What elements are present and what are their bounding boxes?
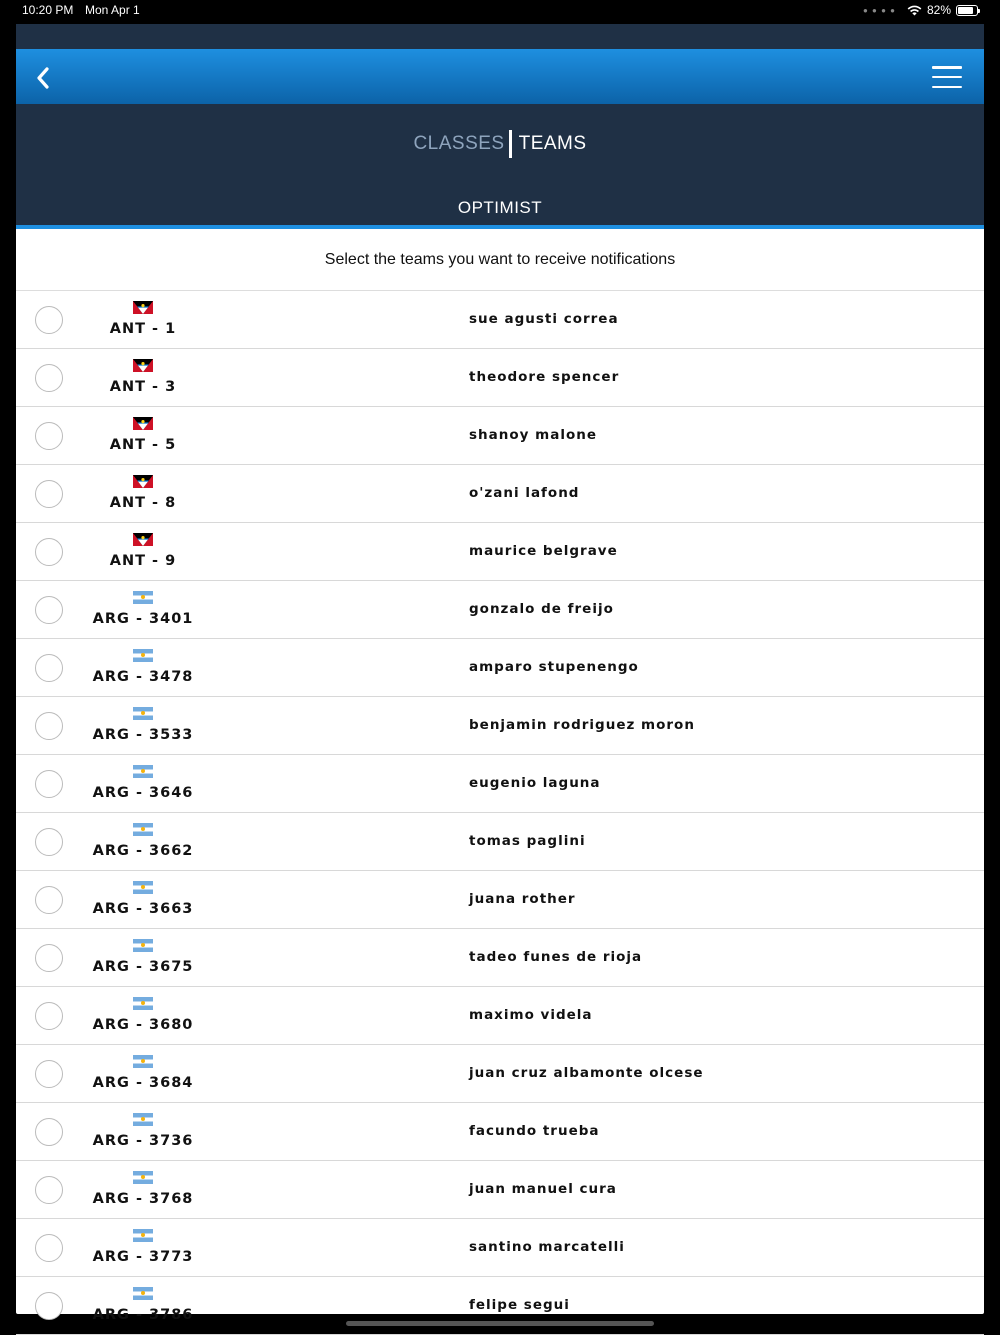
sailor-name: juan cruz albamonte olcese (469, 1065, 704, 1081)
segment-control (16, 130, 984, 158)
select-radio[interactable] (35, 364, 63, 392)
team-list (16, 291, 984, 1335)
select-radio[interactable] (35, 1118, 63, 1146)
team-row[interactable] (16, 1161, 984, 1219)
argentina-flag-icon (133, 939, 153, 952)
sail-number: ARG - 3533 (92, 727, 194, 743)
team-row[interactable] (16, 581, 984, 639)
sail-number: ARG - 3662 (92, 843, 194, 859)
sail-number: ANT - 5 (109, 437, 177, 453)
sail-number: ARG - 3786 (92, 1307, 194, 1323)
argentina-flag-icon (133, 1113, 153, 1126)
sailor-name: gonzalo de freijo (469, 601, 614, 617)
argentina-flag-icon (133, 765, 153, 778)
select-radio[interactable] (35, 422, 63, 450)
sail-number: ANT - 3 (109, 379, 177, 395)
team-row[interactable] (16, 697, 984, 755)
select-radio[interactable] (35, 538, 63, 566)
argentina-flag-icon (133, 649, 153, 662)
team-row[interactable] (16, 929, 984, 987)
team-row[interactable] (16, 755, 984, 813)
battery-percent: 82% (926, 3, 951, 17)
signal-dots-icon: ● ● ● ● (862, 5, 896, 15)
accent-line (16, 225, 984, 229)
argentina-flag-icon (133, 823, 153, 836)
argentina-flag-icon (133, 1171, 153, 1184)
select-radio[interactable] (35, 596, 63, 624)
team-row[interactable] (16, 349, 984, 407)
nav-bar (16, 49, 984, 104)
sailor-name: juana rother (469, 891, 576, 907)
team-row[interactable] (16, 1219, 984, 1277)
team-row[interactable] (16, 987, 984, 1045)
sailor-name: santino marcatelli (469, 1239, 625, 1255)
sail-number: ARG - 3646 (92, 785, 194, 801)
sail-number: ARG - 3684 (92, 1075, 194, 1091)
team-row[interactable] (16, 291, 984, 349)
team-row[interactable] (16, 523, 984, 581)
status-date: Mon Apr 1 (85, 3, 140, 17)
argentina-flag-icon (133, 1287, 153, 1300)
tab-teams[interactable]: TEAMS (518, 133, 587, 154)
sail-number: ANT - 8 (109, 495, 177, 511)
chevron-left-icon (35, 66, 51, 90)
select-radio[interactable] (35, 1176, 63, 1204)
select-radio[interactable] (35, 1292, 63, 1320)
sail-number: ARG - 3401 (92, 611, 194, 627)
sail-number: ARG - 3768 (92, 1191, 194, 1207)
select-radio[interactable] (35, 944, 63, 972)
sail-number: ARG - 3736 (92, 1133, 194, 1149)
sailor-name: tomas paglini (469, 833, 586, 849)
sailor-name: maurice belgrave (469, 543, 618, 559)
argentina-flag-icon (133, 881, 153, 894)
status-bar (0, 0, 1000, 24)
sail-number: ANT - 9 (109, 553, 177, 569)
tab-classes[interactable]: CLASSES (413, 133, 505, 154)
team-row[interactable] (16, 1045, 984, 1103)
sail-number: ARG - 3478 (92, 669, 194, 685)
team-row[interactable] (16, 407, 984, 465)
status-right (863, 3, 978, 17)
sailor-name: tadeo funes de rioja (469, 949, 643, 965)
select-radio[interactable] (35, 886, 63, 914)
argentina-flag-icon (133, 1229, 153, 1242)
sailor-name: benjamin rodriguez moron (469, 717, 695, 733)
select-radio[interactable] (35, 654, 63, 682)
sailor-name: maximo videla (469, 1007, 593, 1023)
argentina-flag-icon (133, 1055, 153, 1068)
argentina-flag-icon (133, 591, 153, 604)
segment-divider (509, 130, 512, 158)
team-row[interactable] (16, 813, 984, 871)
sailor-name: sue agusti correa (469, 311, 619, 327)
select-radio[interactable] (35, 1002, 63, 1030)
top-strip (16, 24, 984, 49)
sailor-name: juan manuel cura (469, 1181, 617, 1197)
select-radio[interactable] (35, 480, 63, 508)
argentina-flag-icon (133, 707, 153, 720)
sail-number: ARG - 3663 (92, 901, 194, 917)
antigua-flag-icon (133, 533, 153, 546)
sailor-name: theodore spencer (469, 369, 620, 385)
sail-number: ANT - 1 (109, 321, 177, 337)
select-radio[interactable] (35, 828, 63, 856)
status-time: 10:20 PM (22, 3, 74, 17)
header (16, 104, 984, 229)
antigua-flag-icon (133, 417, 153, 430)
app-window (16, 24, 984, 1323)
sailor-name: amparo stupenengo (469, 659, 639, 675)
antigua-flag-icon (133, 475, 153, 488)
sailor-name: felipe segui (469, 1297, 570, 1313)
select-radio[interactable] (35, 770, 63, 798)
team-row[interactable] (16, 871, 984, 929)
wifi-icon (907, 5, 922, 16)
sailor-name: shanoy malone (469, 427, 597, 443)
sail-number: ARG - 3773 (92, 1249, 194, 1265)
argentina-flag-icon (133, 997, 153, 1010)
team-row[interactable] (16, 1103, 984, 1161)
select-radio[interactable] (35, 1060, 63, 1088)
team-row[interactable] (16, 1277, 984, 1335)
antigua-flag-icon (133, 359, 153, 372)
sailor-name: facundo trueba (469, 1123, 600, 1139)
team-row[interactable] (16, 639, 984, 697)
back-button[interactable] (26, 61, 60, 95)
sail-number: ARG - 3675 (92, 959, 194, 975)
battery-icon (956, 5, 978, 16)
home-indicator (346, 1321, 654, 1326)
hamburger-menu-icon[interactable] (932, 64, 962, 90)
select-radio[interactable] (35, 712, 63, 740)
sailor-name: o'zani lafond (469, 485, 580, 501)
sail-number: ARG - 3680 (92, 1017, 194, 1033)
sailor-name: eugenio laguna (469, 775, 601, 791)
antigua-flag-icon (133, 301, 153, 314)
select-radio[interactable] (35, 306, 63, 334)
team-row[interactable] (16, 465, 984, 523)
select-radio[interactable] (35, 1234, 63, 1262)
instruction-text: Select the teams you want to receive notifications (16, 229, 984, 291)
class-title: OPTIMIST (457, 198, 543, 217)
